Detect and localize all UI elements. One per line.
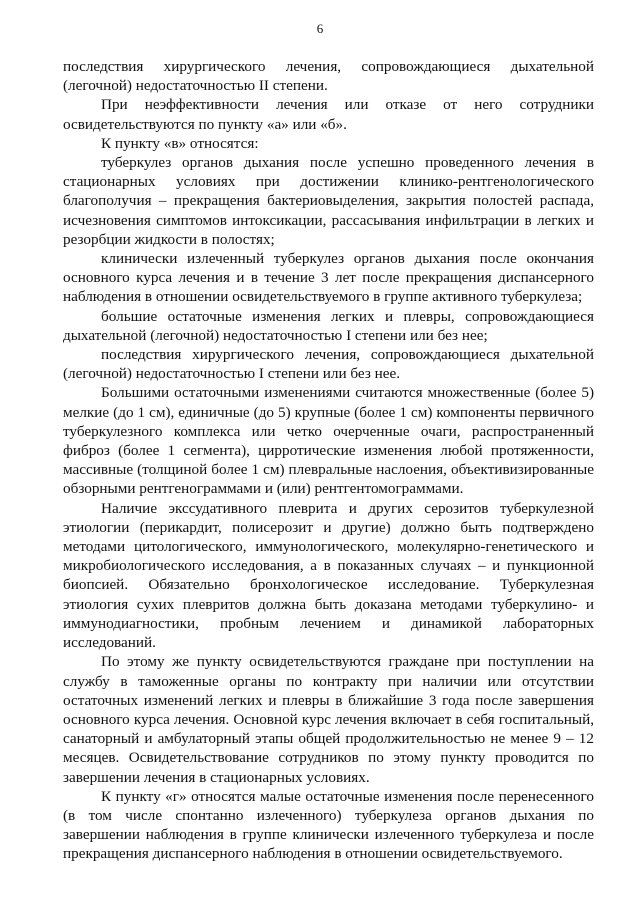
document-body	[63, 57, 594, 864]
paragraph: К пункту «в» относятся:	[101, 134, 259, 152]
paragraph: При неэффективности лечения или отказе от него сотрудники освидетельствуются по пункту «а» или «б».	[63, 96, 594, 133]
paragraph: Наличие экссудативного плеврита и других серозитов туберкулезной этиологии (перикардит, полисерозит и другие) должно быть подтверждено методами цитологического, иммунологического, молекулярно-генетического и микробиологического исследования, а в показанных случаях – и пункционной биопсией. Обязательно бронхологическое исследование. Туберкулезная этиология сухих плевритов должна быть доказана методами туберкулино- и иммунодиагностики, пробным лечением и динамикой лабораторных исследований.	[63, 499, 594, 652]
paragraph: По этому же пункту освидетельствуются граждане при поступлении на службу в таможенные органы по контракту при наличии или отсутствии остаточных изменений легких и плевры в ближайшие 3 года после завершения основного курса лечения. Основной курс лечения включает в себя госпитальный, санаторный и амбулаторный этапы общей продолжительностью не менее 9 – 12 месяцев. Освидетельствование сотрудников по этому пункту проводится по завершении лечения в стационарных условиях.	[63, 653, 594, 786]
page-number: 6	[316, 21, 324, 36]
paragraph: туберкулез органов дыхания после успешно проведенного лечения в стационарных условиях при достижении клинико-рентгенологического благополучия – прекращения бактериовыделения, закрытия полостей распада, исчезновения симптомов интоксикации, рассасывания инфильтрации в легких и резорбции жидкости в полостях;	[63, 154, 594, 248]
paragraph: К пункту «г» относятся малые остаточные изменения после перенесенного (в том числе спонтанно излеченного) туберкулеза органов дыхания по завершении наблюдения в группе клинически излеченного туберкулеза и после прекращения диспансерного наблюдения в отношении освидетельствуемого.	[63, 787, 594, 863]
paragraph: последствия хирургического лечения, сопровождающиеся дыхательной (легочной) недостаточностью II степени.	[63, 58, 594, 95]
paragraph: Большими остаточными изменениями считаются множественные (более 5) мелкие (до 1 см), единичные (до 5) крупные (более 1 см) компоненты первичного туберкулезного комплекса или четко очерченные очаги, распространенный фиброз (более 1 сегмента), цирротические изменения любой протяженности, массивные (толщиной более 1 см) плевральные наслоения, объективизированные обзорными рентгенограммами и (или) рентгентомограммами.	[63, 384, 594, 498]
paragraph: последствия хирургического лечения, сопровождающиеся дыхательной (легочной) недостаточностью I степени или без нее.	[63, 346, 594, 383]
paragraph: клинически излеченный туберкулез органов дыхания после окончания основного курса лечения и в течение 3 лет после прекращения диспансерного наблюдения в отношении освидетельствуемого в группе активного туберкулеза;	[63, 250, 594, 306]
paragraph: большие остаточные изменения легких и плевры, сопровождающиеся дыхательной (легочной) недостаточностью I степени или без нее;	[63, 307, 594, 344]
